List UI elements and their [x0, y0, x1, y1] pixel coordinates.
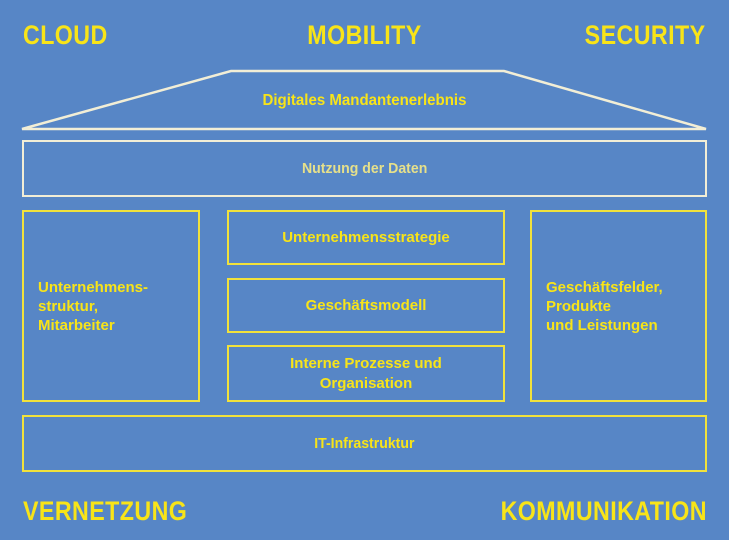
geschaeftsfelder-line-3: und Leistungen — [546, 316, 658, 334]
box-unternehmensstrategie — [227, 210, 505, 265]
label-kommunikation — [467, 498, 707, 525]
unternehmensstrategie-label: Unternehmensstrategie — [282, 228, 450, 246]
label-cloud-text: CLOUD — [23, 20, 108, 50]
label-vernetzung-text: VERNETZUNG — [23, 496, 188, 526]
box-it-infrastruktur — [22, 415, 707, 472]
unternehmensstruktur-line-3: Mitarbeiter — [38, 316, 115, 334]
nutzung-der-daten-label: Nutzung der Daten — [301, 160, 428, 177]
label-mobility-text: MOBILITY — [307, 20, 422, 50]
geschaeftsmodell-label: Geschäftsmodell — [305, 296, 427, 314]
box-nutzung-der-daten — [22, 140, 707, 197]
interne-prozesse-lines — [290, 354, 442, 394]
unternehmensstruktur-line-2: struktur, — [38, 297, 99, 315]
it-infrastruktur-label: IT-Infrastruktur — [314, 435, 415, 452]
box-unternehmensstruktur — [22, 210, 200, 402]
box-geschaeftsfelder — [530, 210, 707, 402]
interne-prozesse-line-2: Organisation — [319, 374, 413, 392]
unternehmensstruktur-lines — [24, 278, 148, 335]
label-security-text: SECURITY — [585, 20, 706, 50]
geschaeftsfelder-line-1: Geschäftsfelder, — [546, 278, 663, 296]
geschaeftsfelder-lines — [532, 278, 663, 335]
box-interne-prozesse — [227, 345, 505, 402]
unternehmensstruktur-line-1: Unternehmens- — [38, 278, 149, 296]
roof-label-text: Digitales Mandantenerlebnis — [262, 92, 467, 109]
label-vernetzung — [23, 498, 214, 525]
label-kommunikation-text: KOMMUNIKATION — [500, 496, 707, 526]
roof-label — [0, 92, 729, 110]
geschaeftsfelder-line-2: Produkte — [546, 297, 612, 315]
box-geschaeftsmodell — [227, 278, 505, 333]
interne-prozesse-line-1: Interne Prozesse und — [290, 354, 442, 372]
